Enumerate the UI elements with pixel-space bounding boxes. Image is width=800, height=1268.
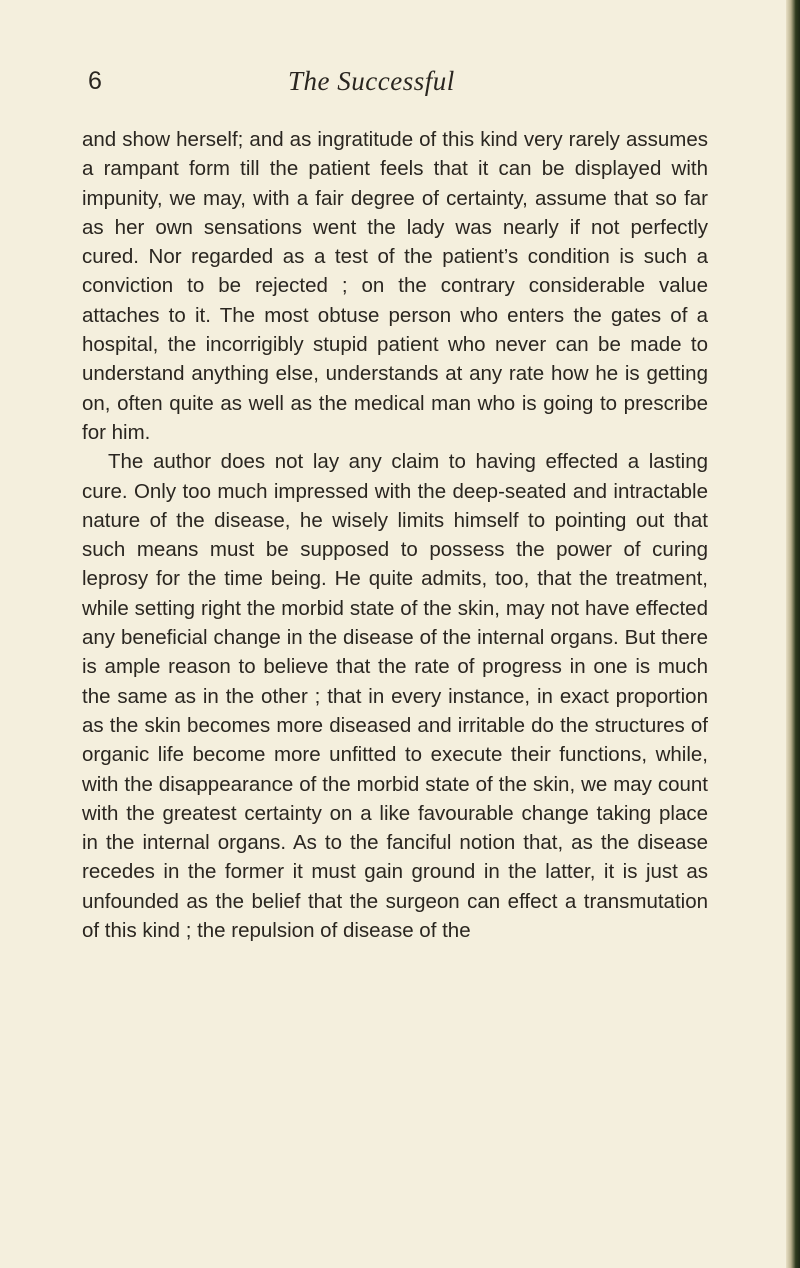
page-edge-shadow	[786, 0, 800, 1268]
paragraph-1: and show herself; and as ingratitude of this kind very rarely assumes a rampant form till the patient feels that it can be displayed with impunity, we may, with a fair degree of certainty, assume that so far as her own sensations went the lady was nearly if not perfectly cured. Nor regarded as a test of the patient’s condition is such a conviction to be rejected ; on the contrary considerable value attaches to it. The most obtuse person who enters the gates of a hospital, the incorrigibly stupid patient who never can be made to understand anything else, understands at any rate how he is getting on, often quite as well as the medical man who is going to prescribe for him.	[82, 128, 708, 444]
paragraph-2: The author does not lay any claim to having effected a lasting cure. Only too much impressed with the deep-seated and intractable nature of the disease, he wisely limits himself to pointing out that such means must be supposed to possess the power of curing leprosy for the time being. He quite admits, too, that the treatment, while setting right the morbid state of the skin, may not have effected any beneficial change in the disease of the internal organs. But there is ample reason to believe that the rate of progress in one is much the same as in the other ; that in every instance, in exact proportion as the skin becomes more diseased and irritable do the structures of organic life become more unfitted to execute their functions, while, with the disappearance of the morbid state of the skin, we may count with the greatest certainty on a like favourable change taking place in the internal organs. As to the fanciful notion that, as the disease recedes in the former it must gain ground in the latter, it is just as unfounded as the belief that the surgeon can effect a transmutation of this kind ; the repulsion of disease of the	[82, 450, 708, 943]
body-text	[82, 125, 708, 945]
running-title: The Successful	[288, 66, 455, 96]
page-header	[88, 66, 708, 106]
page-number: 6	[88, 67, 102, 95]
